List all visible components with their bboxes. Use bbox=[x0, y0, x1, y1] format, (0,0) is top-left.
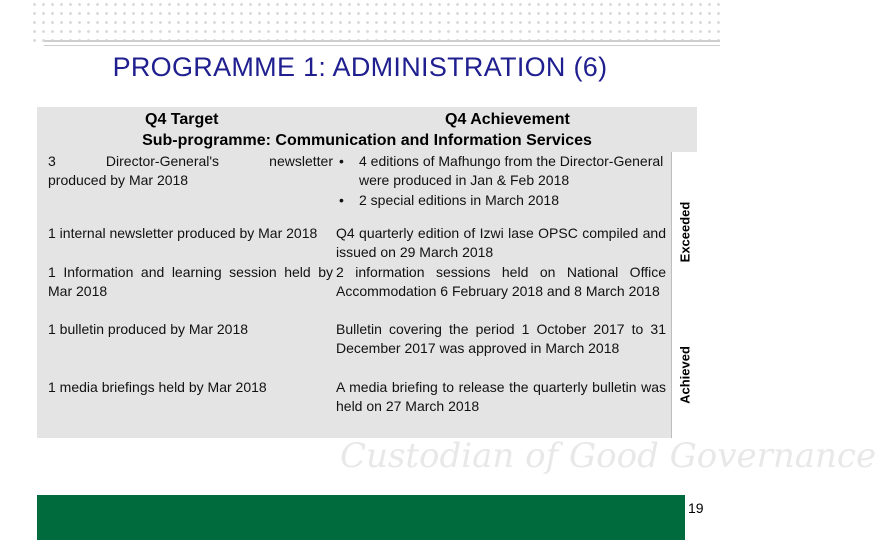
row2-target: 1 internal newsletter produced by Mar 2018 bbox=[48, 225, 318, 241]
slide-title: PROGRAMME 1: ADMINISTRATION (6) bbox=[112, 52, 608, 82]
row5-target: 1 media briefings held by Mar 2018 bbox=[48, 379, 267, 395]
top-rule-thin bbox=[44, 45, 720, 46]
row3-target: 1 Information and learning session held by Mar 2018 bbox=[48, 264, 333, 300]
page-number: 19 bbox=[688, 500, 704, 516]
list-item: • 2 special editions in March 2018 bbox=[336, 191, 666, 210]
col-header-target: Q4 Target bbox=[145, 111, 219, 128]
status-achieved: Achieved bbox=[671, 312, 698, 438]
results-table bbox=[37, 152, 697, 438]
row4-target: 1 bulletin produced by Mar 2018 bbox=[48, 321, 249, 337]
row2-achievement: Q4 quarterly edition of Izwi lase OPSC compiled and issued on 29 March 2018 bbox=[336, 225, 666, 261]
col-header-achievement: Q4 Achievement bbox=[445, 111, 570, 128]
row3-achievement: 2 information sessions held on National Office Accommodation 6 February 2018 and 8 March 2018 bbox=[336, 264, 666, 300]
list-item: • 4 editions of Mafhungo from the Director-General were produced in Jan & Feb 2018 bbox=[336, 152, 666, 191]
top-rule bbox=[44, 40, 720, 42]
status-exceeded: Exceeded bbox=[671, 152, 698, 312]
table-header bbox=[37, 107, 697, 155]
row1-target: 3 Director-General's newsletter produced by Mar 2018 bbox=[48, 153, 333, 189]
row5-achievement: A media briefing to release the quarterly bulletin was held on 27 March 2018 bbox=[336, 379, 666, 415]
row1-achievement bbox=[336, 152, 666, 210]
footer-bar bbox=[37, 495, 685, 540]
subprogramme-heading: Sub-programme: Communication and Information Services bbox=[142, 132, 592, 149]
row4-achievement: Bulletin covering the period 1 October 2017 to 31 December 2017 was approved in March 2018 bbox=[336, 321, 666, 357]
watermark-motto: Custodian of Good Governance bbox=[340, 436, 876, 476]
